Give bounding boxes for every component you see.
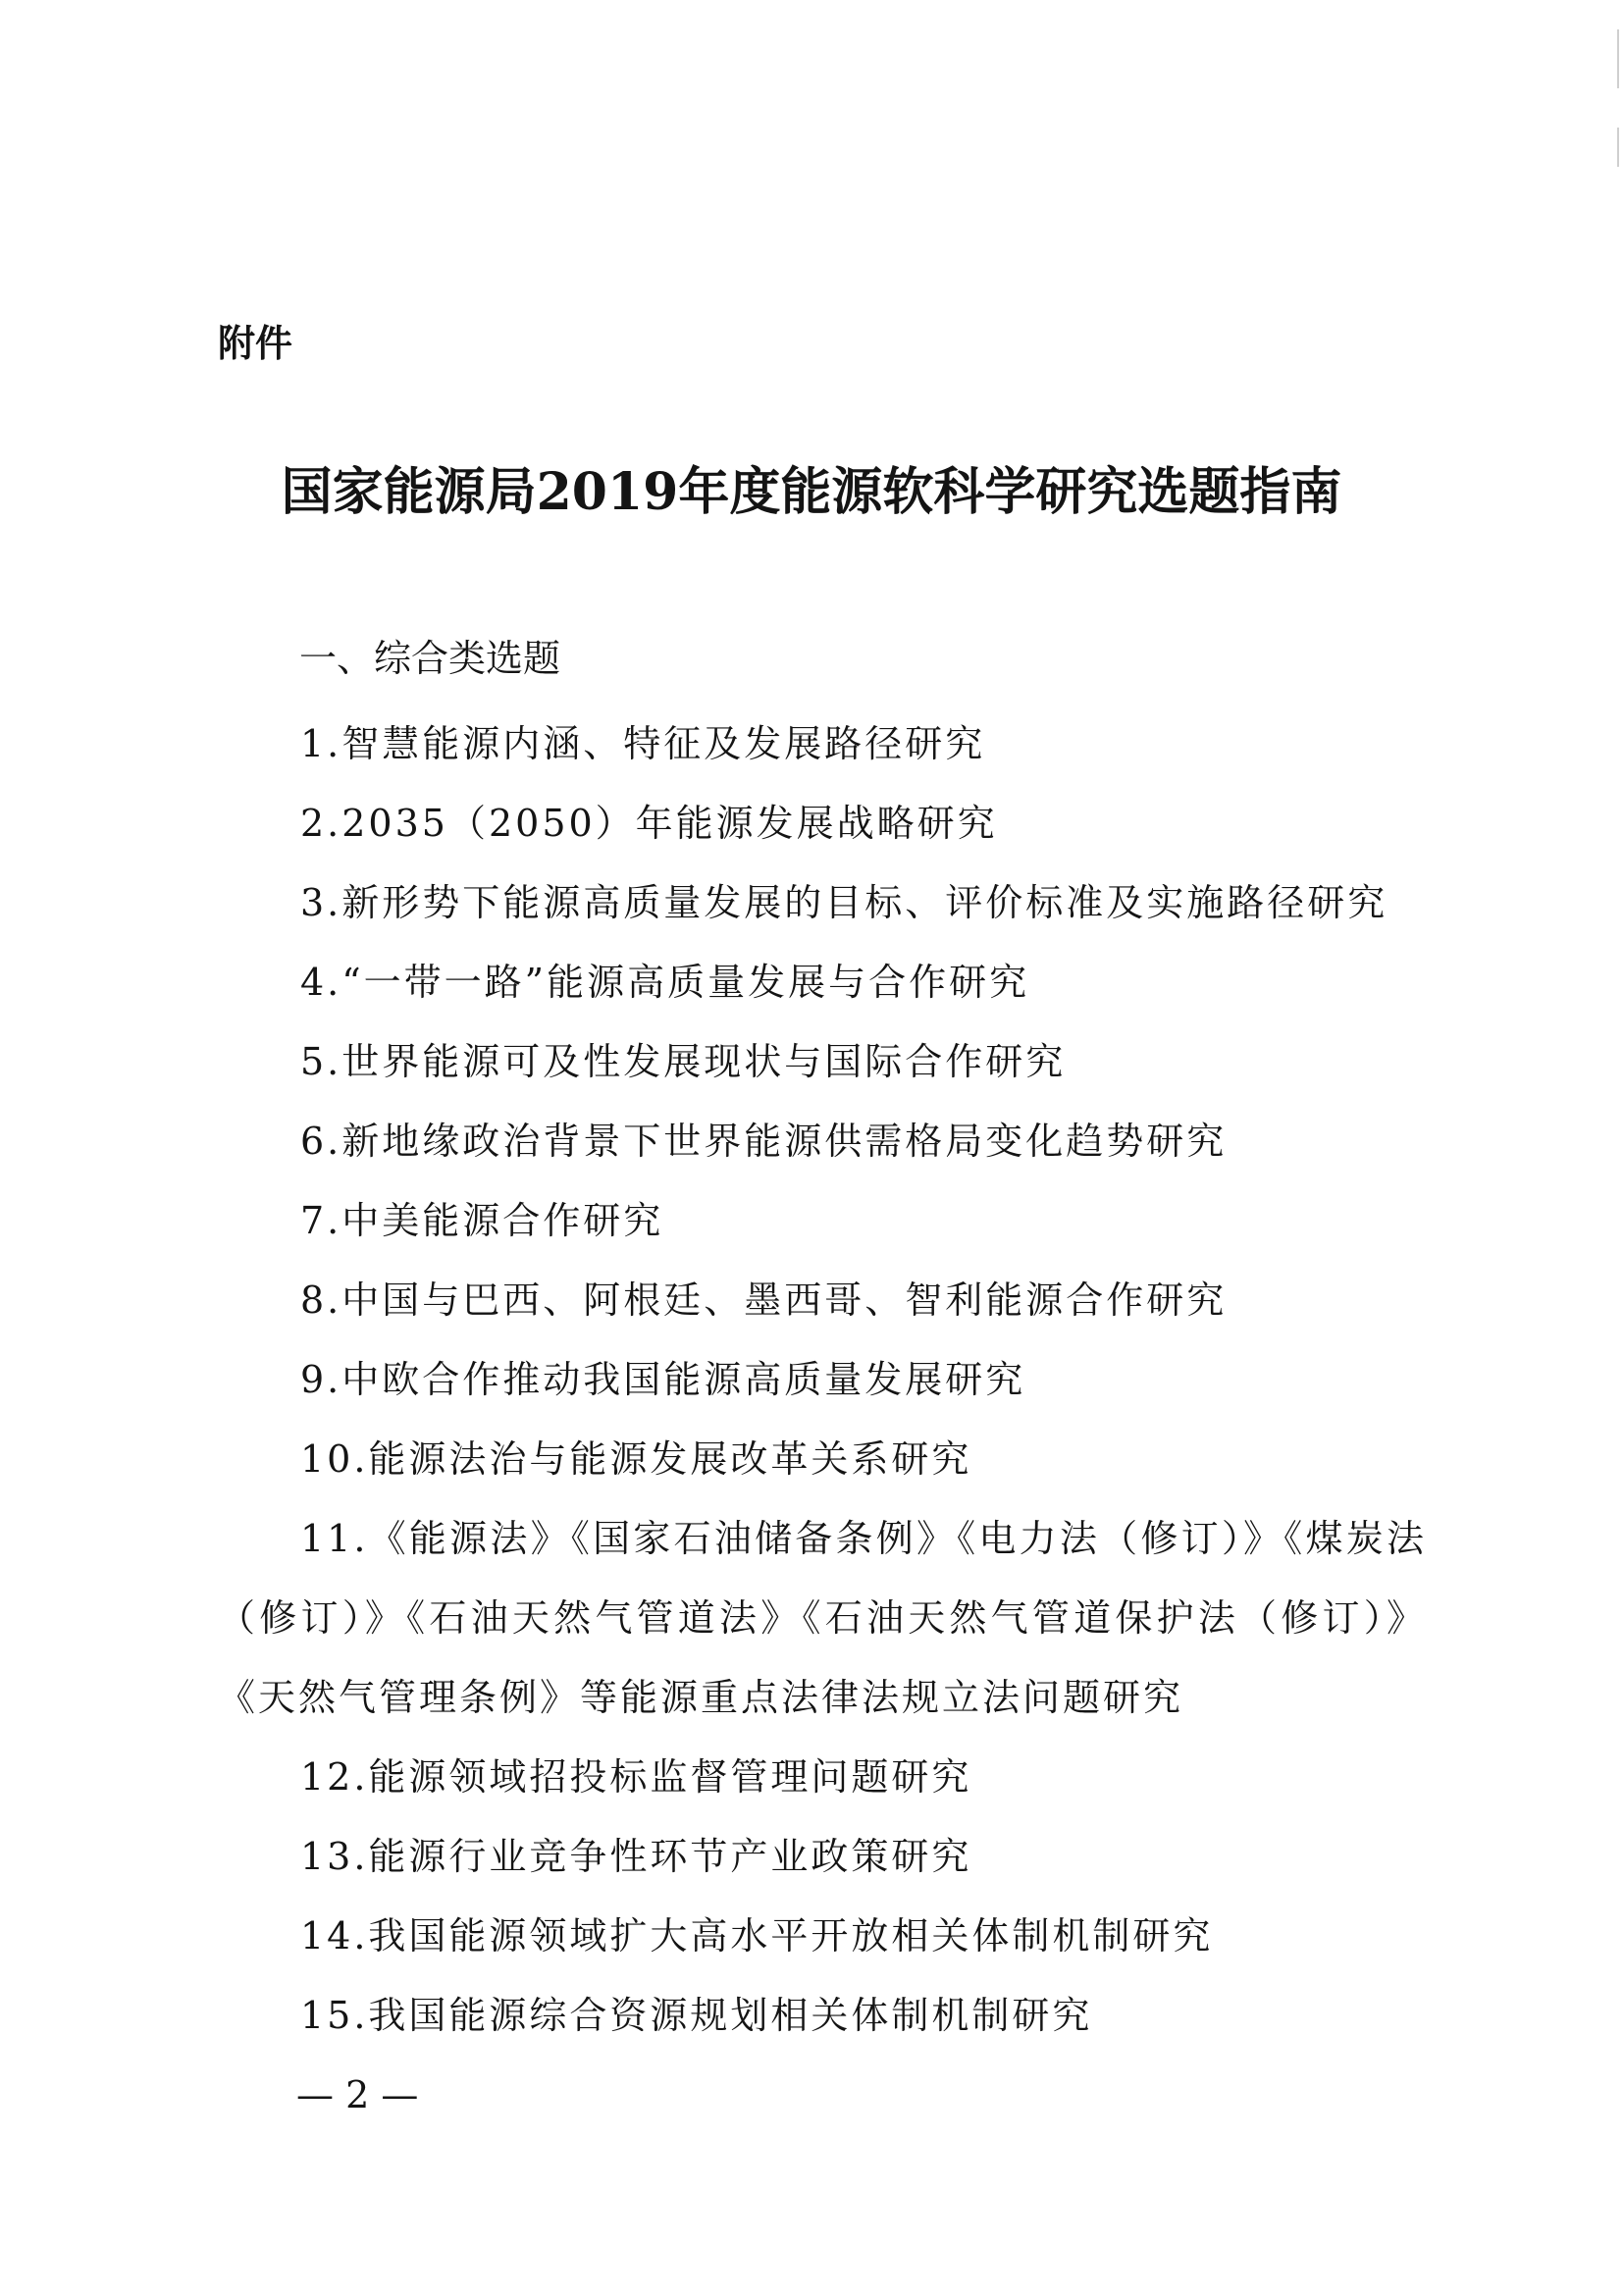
topic-item-10: 10.能源法治与能源发展改革关系研究	[300, 1437, 972, 1481]
topic-list	[218, 704, 1427, 2056]
attachment-label: 附件	[218, 322, 293, 365]
topic-item-7: 7.中美能源合作研究	[300, 1199, 664, 1242]
topic-item-2: 2.2035（2050）年能源发展战略研究	[300, 802, 998, 845]
topic-item-11: 11.《能源法》《国家石油储备条例》《电力法（修订）》《煤炭法（修订）》《石油天然气管道法》《石油天然气管道保护法（修订）》《天然气管理条例》等能源重点法律法规立法问题研究	[218, 1517, 1427, 1719]
topic-item-3: 3.新形势下能源高质量发展的目标、评价标准及实施路径研究	[300, 881, 1388, 924]
section-heading: 一、综合类选题	[299, 637, 561, 680]
topic-item-14: 14.我国能源领域扩大高水平开放相关体制机制研究	[300, 1914, 1214, 1957]
topic-item-12: 12.能源领域招投标监督管理问题研究	[300, 1755, 972, 1799]
document-title: 国家能源局2019年度能源软科学研究选题指南	[281, 462, 1342, 522]
page-number: — 2 —	[296, 2073, 419, 2116]
topic-item-9: 9.中欧合作推动我国能源高质量发展研究	[300, 1358, 1026, 1401]
topic-item-4: 4.“一带一路”能源高质量发展与合作研究	[300, 961, 1030, 1004]
topic-item-6: 6.新地缘政治背景下世界能源供需格局变化趋势研究	[300, 1120, 1228, 1163]
topic-item-13: 13.能源行业竞争性环节产业政策研究	[300, 1835, 972, 1878]
topic-item-5: 5.世界能源可及性发展现状与国际合作研究	[300, 1040, 1067, 1083]
topic-item-8: 8.中国与巴西、阿根廷、墨西哥、智利能源合作研究	[300, 1278, 1228, 1322]
scan-edge-mark	[1617, 128, 1619, 167]
scan-edge-mark	[1617, 29, 1619, 88]
topic-item-1: 1.智慧能源内涵、特征及发展路径研究	[300, 722, 986, 765]
topic-item-15: 15.我国能源综合资源规划相关体制机制研究	[300, 1994, 1093, 2037]
